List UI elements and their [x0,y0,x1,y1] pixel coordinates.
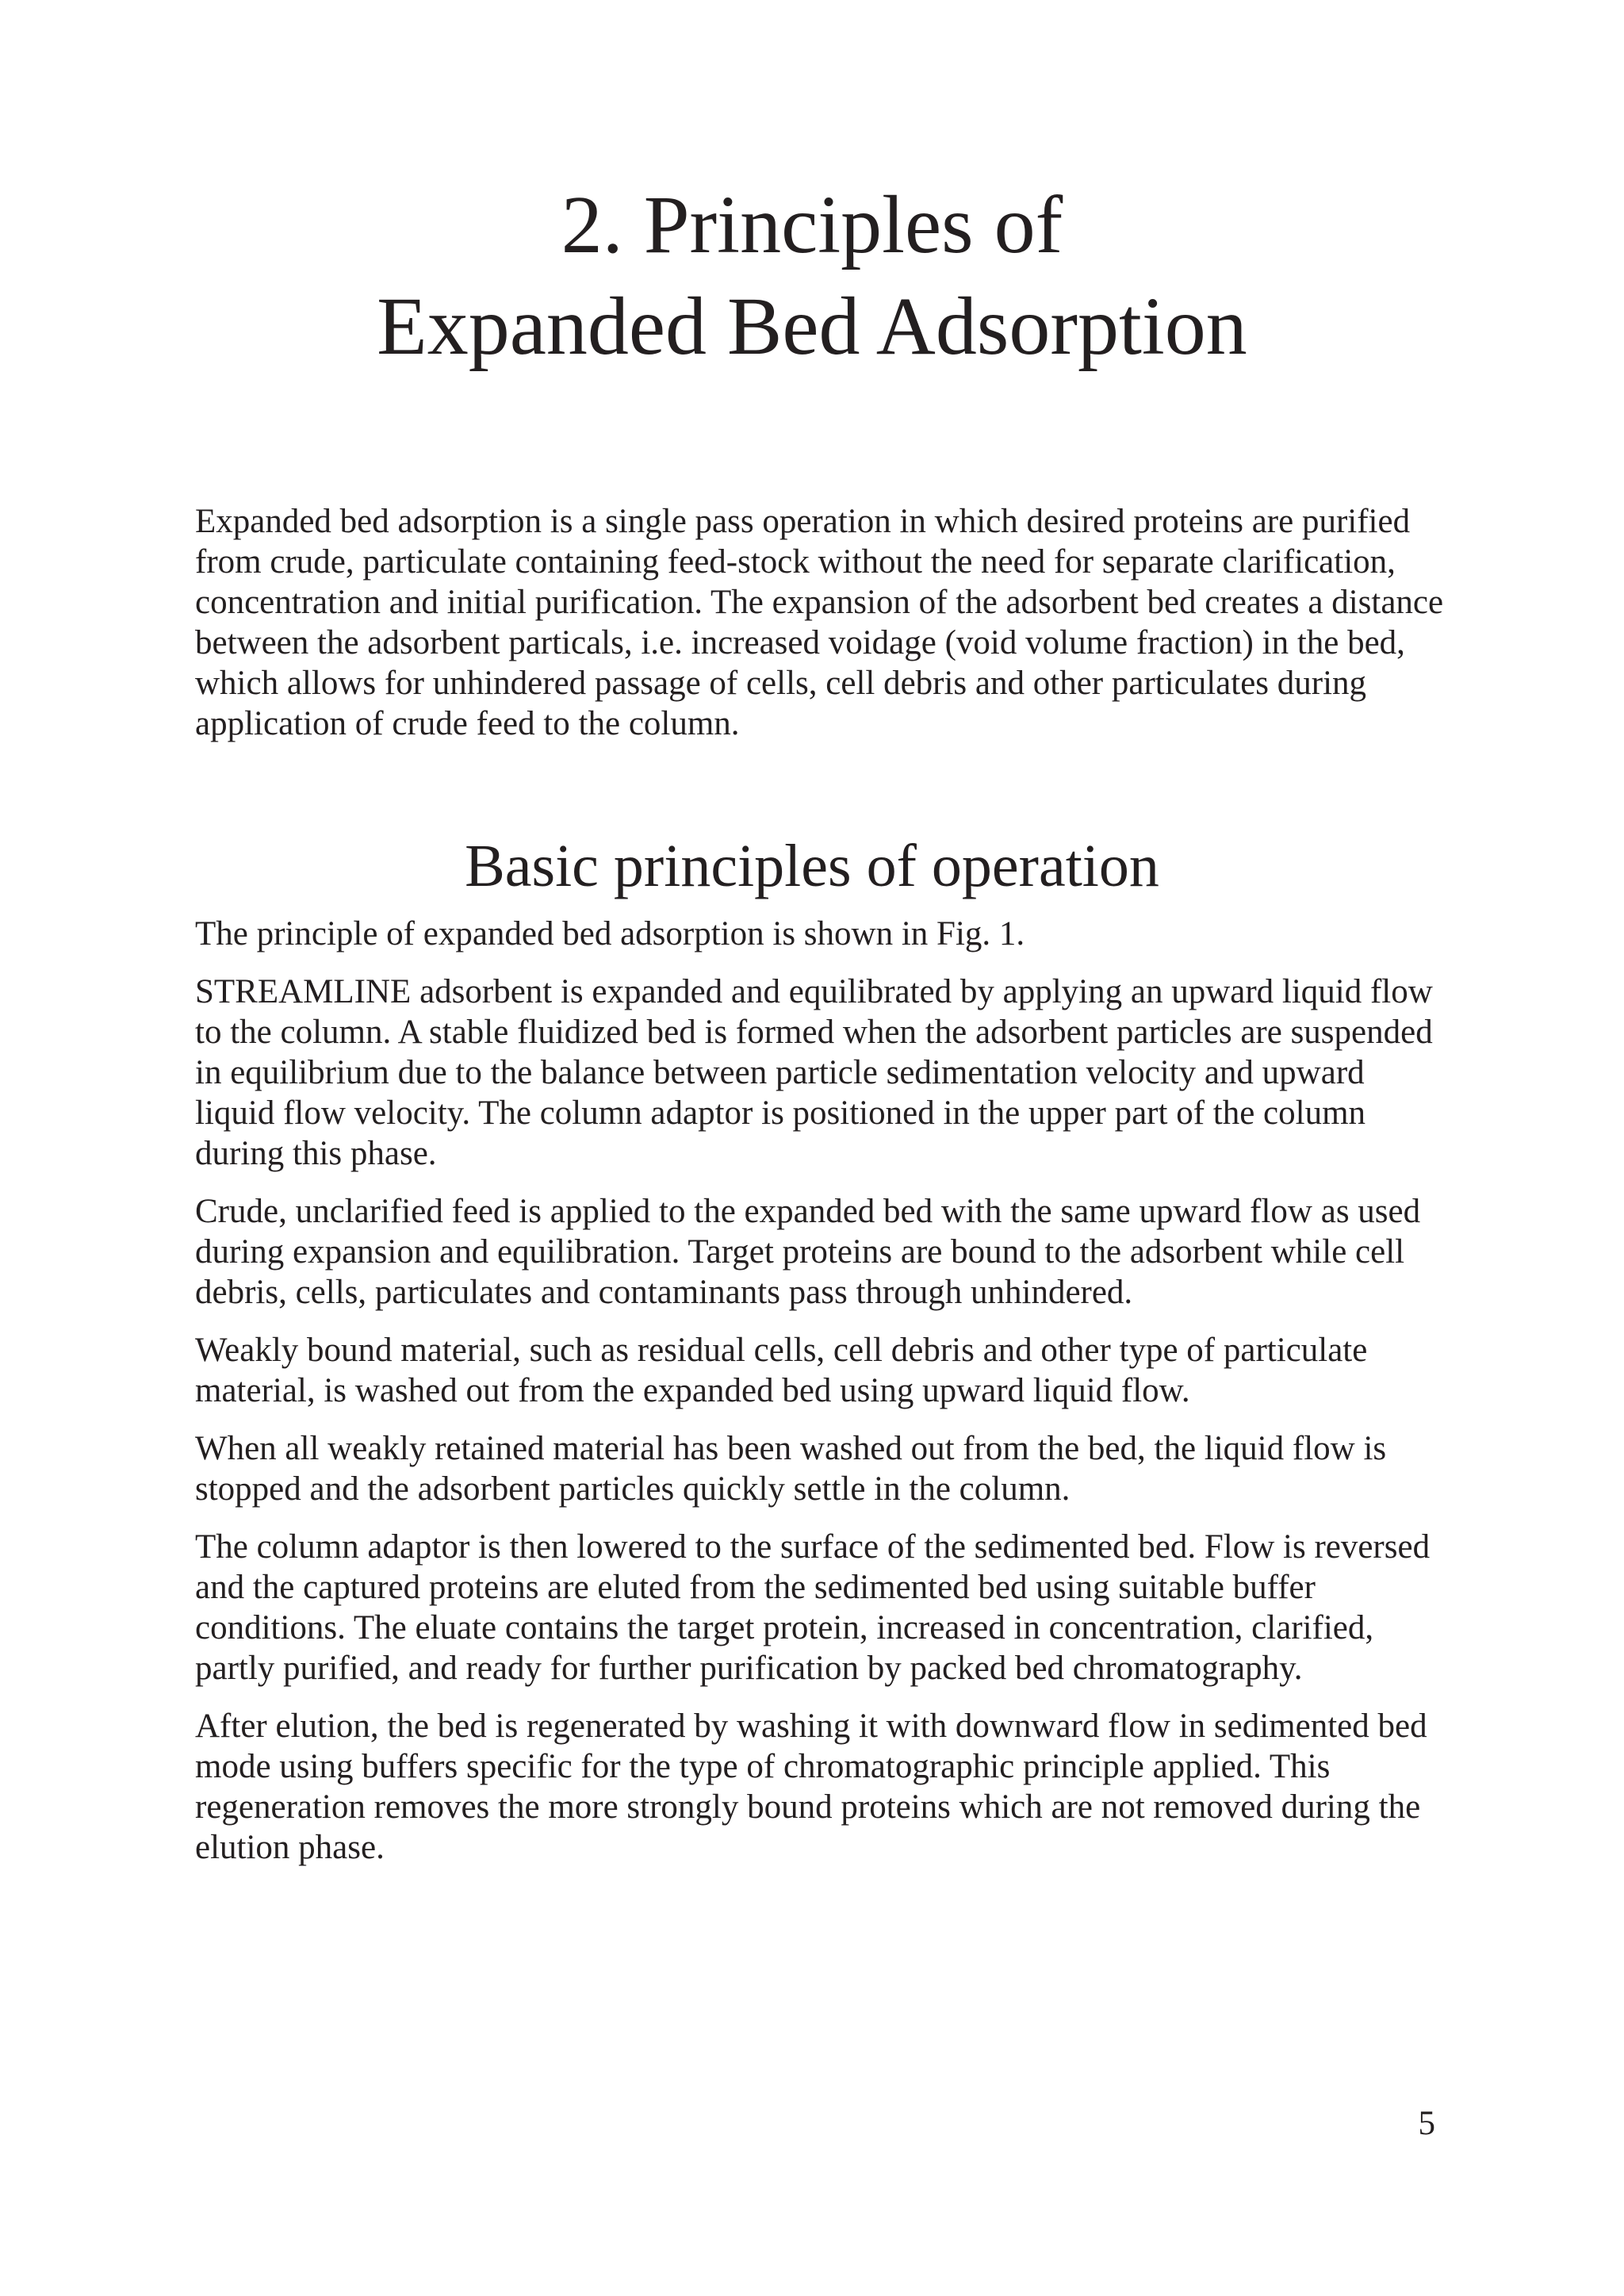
body-paragraph: When all weakly retained material has been washed out from the bed, the liquid flow is stopped and the adsorbent particles quickly settle in the column. [195,1430,1387,1508]
body-paragraph: The column adaptor is then lowered to the surface of the sedimented bed. Flow is reversed and the captured proteins are eluted from the sedimented bed using suitable buffer conditions. The eluate contains the target protein, increased in concentration, clarified, partly purified, and ready for further purification by packed bed chromatography. [195,1528,1431,1687]
chapter-title [0,174,1624,378]
body-paragraph: The principle of expanded bed adsorption is shown in Fig. 1. [195,915,1025,953]
body-paragraph: After elution, the bed is regenerated by washing it with downward flow in sedimented bed mode using buffers specific for the type of chromatographic principle applied. This regeneration removes the more strongly bound proteins which are not removed during the elution phase. [195,1708,1427,1866]
intro-paragraph: Expanded bed adsorption is a single pass operation in which desired proteins are purified from crude, particulate containing feed-stock without the need for separate clarification, concentration and initial purification. The expansion of the adsorbent bed creates a distance between the adsorbent particals, i.e. increased voidage (void volume fraction) in the bed, which allows for unhindered passage of cells, cell debris and other particulates during application of crude feed to the column. [195,503,1444,742]
body-paragraph: Crude, unclarified feed is applied to the expanded bed with the same upward flow as used during expansion and equilibration. Target proteins are bound to the adsorbent while cell debris, cells, particulates and contaminants pass through unhindered. [195,1193,1421,1311]
section-body [195,914,1448,1885]
section-heading: Basic principles of operation [465,833,1159,899]
chapter-title-line-2: Expanded Bed Adsorption [377,281,1247,372]
chapter-title-line-1: 2. Principles of [561,179,1063,270]
body-paragraph: Weakly bound material, such as residual cells, cell debris and other type of particulate material, is washed out from the expanded bed using upward liquid flow. [195,1332,1368,1409]
page-number: 5 [1418,2105,1435,2142]
body-paragraph: STREAMLINE adsorbent is expanded and equilibrated by applying an upward liquid flow to the column. A stable fluidized bed is formed when the adsorbent particles are suspended in equilibrium due to the balance between particle sedimentation velocity and upward liquid flow velocity. The column adaptor is positioned in the upper part of the column during this phase. [195,973,1433,1172]
